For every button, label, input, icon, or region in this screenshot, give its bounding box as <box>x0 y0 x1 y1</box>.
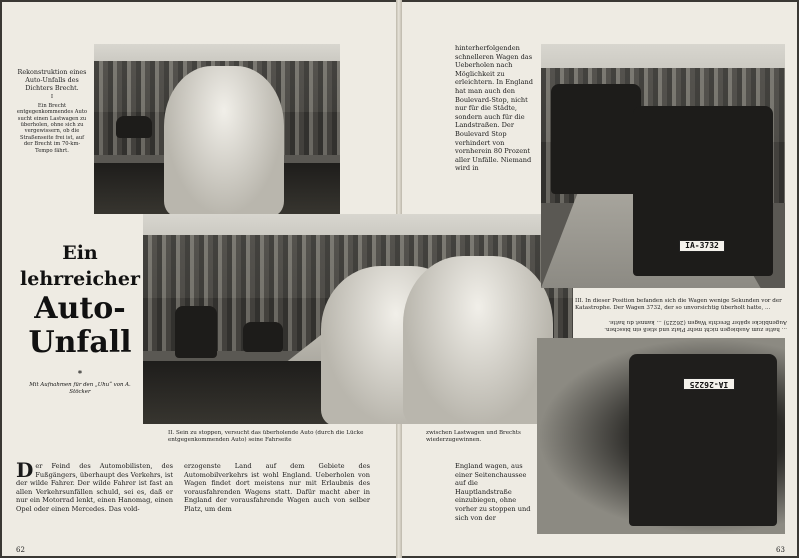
left-col2-text: erzogenste Land auf dem Gebiete des Automobilverkehrs ist wohl England. Ueberholen von Wagen findet dort meistens nur mit Erlaubnis des vorausfahrenden Wagens statt. Dafür macht aber in England der vorausfahrende Wagen auch von selber Platz, um dem <box>184 462 370 513</box>
photo-driver-view-1 <box>94 44 340 214</box>
photo-oncoming-car <box>541 44 785 288</box>
left-body-col-1 <box>16 458 173 514</box>
right-top-text: hinterherfolgenden schnelleren Wagen das Ueberholen nach Möglichkeit zu erleichtern. In England hat man auch den Boulevard-Stop, nicht nur für die Städte, sondern auch für die Landstraßen. Der Boulevard Stop verhindert von vornherein 80 Prozent aller Unfälle. Niemand wird in <box>455 44 533 173</box>
right-body-bottom <box>455 462 533 522</box>
article-title <box>20 240 140 396</box>
plate-crash-car: IA-26225 <box>683 378 735 390</box>
caption-2-left: II. Sein zu stoppen, versucht das überholende Auto (durch die Lücke entgegenkommenden Auto) seine Fahrseite <box>168 430 364 443</box>
title-line-1: Ein <box>62 242 98 264</box>
title-line-4: Unfall <box>28 325 132 360</box>
page-number-left: 62 <box>16 546 25 554</box>
right-body-top <box>455 44 533 173</box>
page-number-right: 63 <box>776 546 785 554</box>
photo-crash-view <box>537 338 785 534</box>
sidenote-numeral: I <box>50 94 54 100</box>
title-line-2: lehrreicher <box>20 268 140 290</box>
plate-car-right: IA-3732 <box>679 240 725 252</box>
left-body-col-2 <box>184 462 370 514</box>
title-line-3: Auto- <box>34 291 126 326</box>
left-col1-text: er Feind des Automobilisten, des Fußgängers, überhaupt des Verkehrs, ist der wilde Fahrer. Der wilde Fahrer ist fast an allen Verkehrsunfällen schuld, sei es, daß er nur ein Motorrad lenkt, einen Hanomag, einen Opel oder einen Mercedes. Das vold- <box>16 462 173 513</box>
photo-driver-view-2 <box>143 214 573 424</box>
drop-cap: D <box>16 458 34 482</box>
photo1-sidenote <box>16 68 88 154</box>
caption-3: III. In dieser Position befanden sich die Wagen wenige Sekunden vor der Katastrophe. Der Wagen 3732, der so unvorsichtig überholt hatte, ... <box>575 298 782 311</box>
title-byline: Mit Aufnahmen für den „Uhu“ von A. Stöcker <box>29 382 131 395</box>
caption-4-inverted: ... hatte zum Ausbiegen nicht mehr Platz und stieß ein bisschen. Augenblicke später Brechts Wagen (26225) ... kannst du hatte. <box>604 319 787 332</box>
sidenote-heading: Rekonstruktion eines Auto-Unfalls des Dichters Brecht. <box>17 68 87 92</box>
caption-2-right: zwischen Lastwagen und Brechts wiederzugewinnen. <box>426 430 521 443</box>
title-star: * <box>77 368 83 378</box>
sidenote-text: Ein Brecht entgegenkommendes Auto sucht einen Lastwagen zu überholen, ohne sich zu vergewissern, ob die Straßenseite frei ist, auf der Brecht im 70-km-Tempo fährt. <box>16 102 88 154</box>
right-bottom-text: England wagen, aus einer Seitenchaussee auf die Hauptlandstraße einzubiegen, ohne vorher zu stoppen und sich von der <box>455 462 531 522</box>
